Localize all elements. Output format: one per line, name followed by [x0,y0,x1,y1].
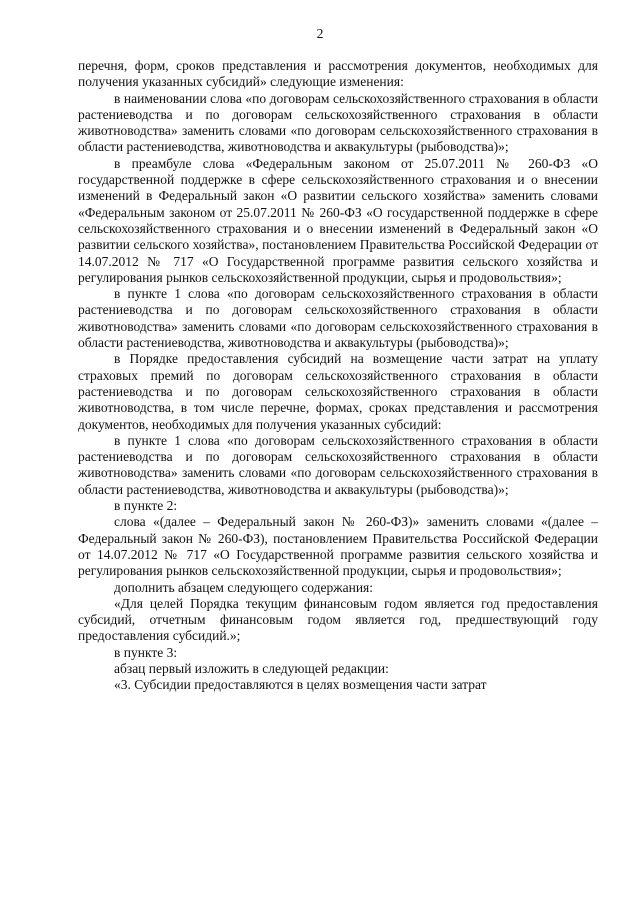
paragraph: в наименовании слова «по договорам сельскохозяйственного страхования в области растениеводства и по договорам сельскохозяйственного страхования в области животноводства» заменить словами «по договорам сельскохозяйственного страхования в области растениеводства, животноводства и аквакультуры (рыбоводства)»; [78,90,598,155]
paragraph: в Порядке предоставления субсидий на возмещение части затрат на уплату страховых премий по договорам сельскохозяйственного страхования в области растениеводства и по договорам сельскохозяйственного страхования в области животноводства, в том числе перечне, формах, сроках представления и рассмотрения документов, необходимых для получения указанных субсидий: [78,351,598,432]
page-number: 2 [316,26,324,41]
paragraph: «3. Субсидии предоставляются в целях возмещения части затрат [114,677,487,693]
paragraph: в пункте 3: [114,644,178,660]
paragraph: «Для целей Порядка текущим финансовым годом является год предоставления субсидий, отчетным финансовым годом является год, предшествующий году предоставления субсидий.»; [78,595,598,644]
paragraph: в пункте 1 слова «по договорам сельскохозяйственного страхования в области растениеводства и по договорам сельскохозяйственного страхования в области животноводства» заменить словами «по договорам сельскохозяйственного страхования в области растениеводства, животноводства и аквакультуры (рыбоводства)»; [78,432,598,497]
paragraph: в пункте 1 слова «по договорам сельскохозяйственного страхования в области растениеводства и по договорам сельскохозяйственного страхования в области животноводства» заменить словами «по договорам сельскохозяйственного страхования в области растениеводства, животноводства и аквакультуры (рыбоводства)»; [78,286,598,351]
paragraph: в пункте 2: [114,498,178,514]
paragraph: в преамбуле слова «Федеральным законом от 25.07.2011 № 260-ФЗ «О государственной поддержке в сфере сельскохозяйственного страхования и о внесении изменений в Федеральный закон «О развитии сельского хозяйства» заменить словами «Федеральным законом от 25.07.2011 № 260-ФЗ «О государственной поддержке в сфере сельскохозяйственного страхования и о внесении изменений в Федеральный закон «О развитии сельского хозяйства», постановлением Правительства Российской Федерации от 14.07.2012 № 717 «О Государственной программе развития сельского хозяйства и регулирования рынков сельскохозяйственной продукции, сырья и продовольствия»; [78,155,598,285]
document-body [78,58,598,694]
paragraph: слова «(далее – Федеральный закон № 260-ФЗ)» заменить словами «(далее – Федеральный закон № 260-ФЗ), постановлением Правительства Российской Федерации от 14.07.2012 № 717 «О Государственной программе развития сельского хозяйства и регулирования рынков сельскохозяйственной продукции, сырья и продовольствия»; [78,514,598,579]
paragraph: перечня, форм, сроков представления и рассмотрения документов, необходимых для получения указанных субсидий» следующие изменения: [78,58,598,90]
paragraph: дополнить абзацем следующего содержания: [114,579,374,595]
paragraph: абзац первый изложить в следующей редакции: [114,660,389,676]
